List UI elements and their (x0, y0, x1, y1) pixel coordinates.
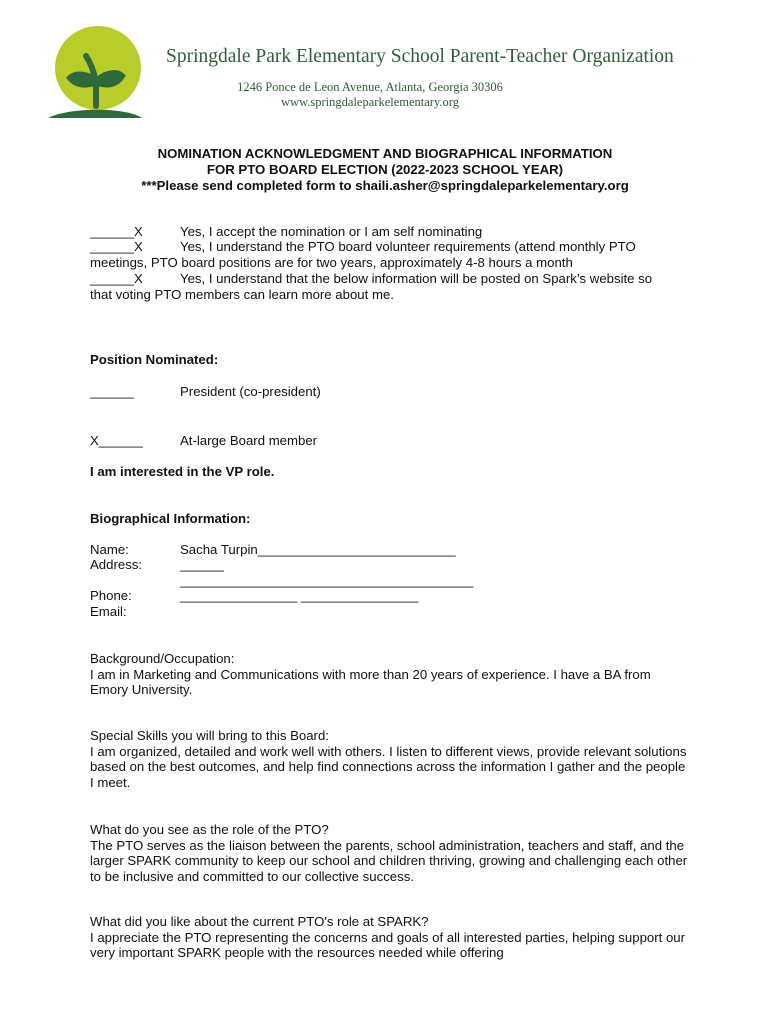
position-option-2-mark: X______ (90, 433, 143, 448)
org-website: www.springdaleparkelementary.org (281, 95, 459, 109)
ack-2-text-cont: meetings, PTO board positions are for two years, approximately 4-8 hours a month (90, 255, 573, 270)
ack-3-mark: ______X (90, 271, 143, 286)
question-role-of-pto: What do you see as the role of the PTO? (90, 822, 329, 837)
ack-1-mark: ______X (90, 224, 143, 239)
form-title-line2: FOR PTO BOARD ELECTION (2022-2023 SCHOOL YEAR) (206, 162, 564, 177)
position-option-1-label: President (co-president) (180, 384, 321, 399)
ack-3-text: Yes, I understand that the below information will be posted on Spark’s website so (180, 271, 653, 286)
phone-label: Phone: (90, 588, 132, 603)
ack-1-text: Yes, I accept the nomination or I am self nominating (180, 224, 483, 239)
address-line-1: ______ (180, 557, 225, 572)
question-block (90, 822, 690, 884)
position-option-1-mark: ______ (90, 384, 135, 399)
question-block (90, 728, 690, 790)
sprout-logo (46, 26, 144, 120)
org-name: Springdale Park Elementary School Parent-Teacher Organization (166, 46, 674, 67)
ack-2-text: Yes, I understand the PTO board volunteer requirements (attend monthly PTO (180, 239, 636, 254)
question-current-pto-role: What did you like about the current PTO's role at SPARK? (90, 914, 429, 929)
name-label: Name: (90, 542, 129, 557)
position-heading: Position Nominated: (90, 352, 219, 367)
answer-role-of-pto: The PTO serves as the liaison between the parents, school administration, teachers and staff, and the larger SPARK community to keep our school and children thriving, growing and challenging each other to be inclusive and committed to our collective success. (90, 837, 688, 884)
answer-background: I am in Marketing and Communications with more than 20 years of experience. I have a BA from Emory University. (90, 666, 651, 698)
position-option-2-label: At-large Board member (180, 433, 318, 448)
question-block (90, 651, 690, 698)
answer-special-skills: I am organized, detailed and work well with others. I listen to different views, provide relevant solutions based on the best outcomes, and help find connections across the information I gather and the people I meet. (90, 743, 687, 790)
ack-3-text-cont: that voting PTO members can learn more about me. (90, 287, 394, 302)
logo-ground (48, 110, 142, 118)
question-block (90, 914, 690, 961)
bio-heading: Biographical Information: (90, 511, 251, 526)
question-background: Background/Occupation: (90, 651, 235, 666)
org-address: 1246 Ponce de Leon Avenue, Atlanta, Georgia 30306 (237, 80, 503, 94)
form-title-line1: NOMINATION ACKNOWLEDGMENT AND BIOGRAPHICAL INFORMATION (157, 146, 613, 161)
question-special-skills: Special Skills you will bring to this Board: (90, 728, 329, 743)
form-instruction: ***Please send completed form to shaili.asher@springdaleparkelementary.org (141, 178, 629, 193)
position-note: I am interested in the VP role. (90, 464, 275, 479)
address-label: Address: (90, 557, 143, 572)
answer-current-pto-role: I appreciate the PTO representing the concerns and goals of all interested parties, helping support our very important SPARK people with the resources needed while offering (90, 929, 686, 961)
phone-value: ________________ ________________ (180, 588, 419, 603)
email-label: Email: (90, 604, 127, 619)
org-address-block (170, 80, 570, 110)
ack-2-mark: ______X (90, 239, 143, 254)
name-value: Sacha Turpin___________________________ (180, 542, 456, 557)
address-line-2: ________________________________________ (180, 573, 474, 588)
